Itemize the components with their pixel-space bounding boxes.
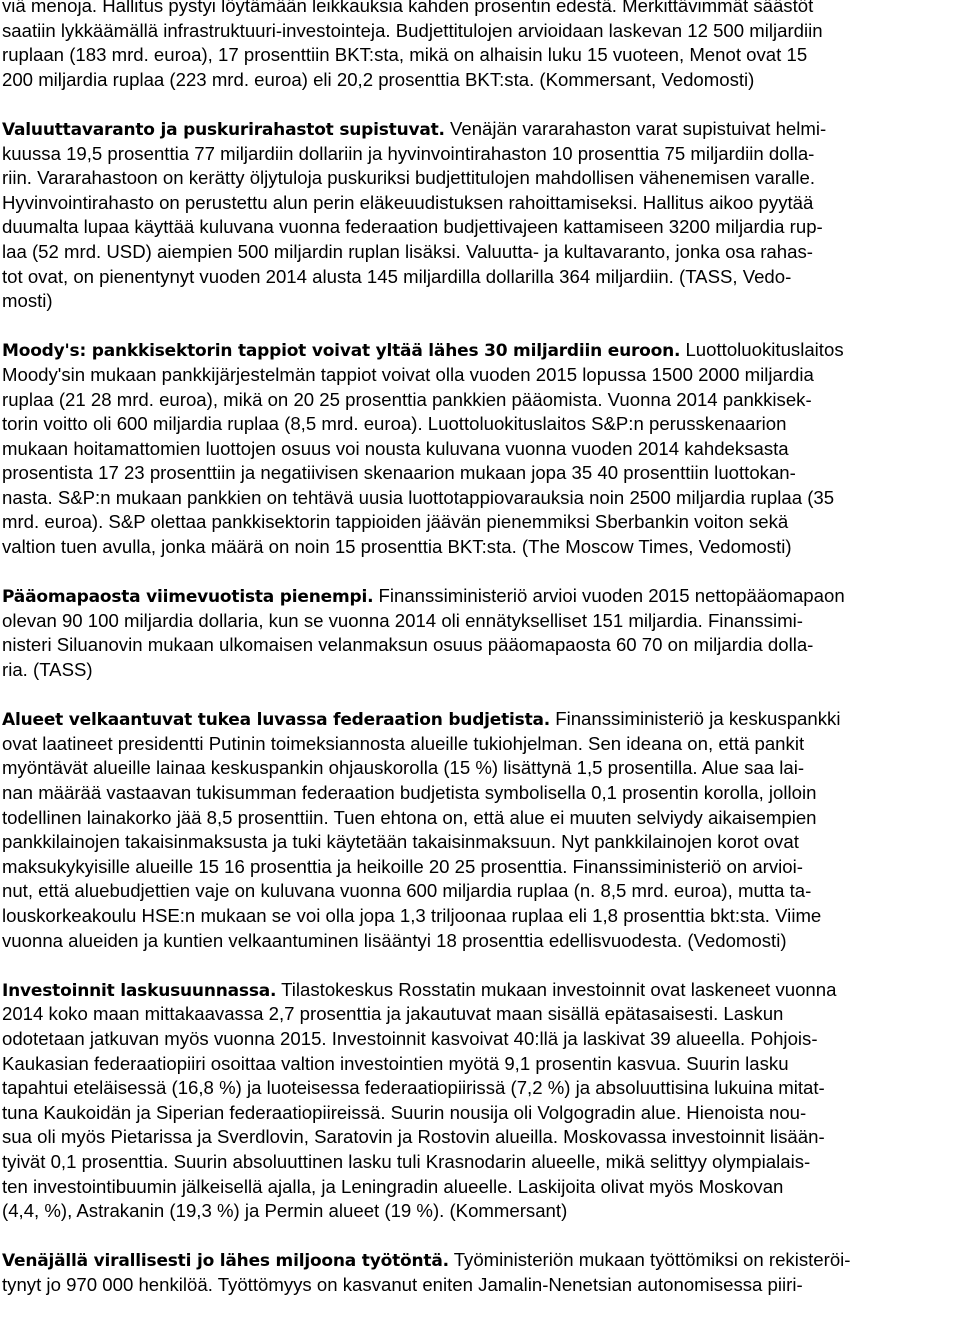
text-line bbox=[2, 609, 952, 634]
paragraph bbox=[2, 338, 952, 559]
paragraph-spacer bbox=[2, 314, 952, 339]
text-line bbox=[2, 486, 952, 511]
body-text: 200 miljardia ruplaa (223 mrd. euroa) eli 20,2 prosenttia BKT:sta. (Kommersant, Vedomosti) bbox=[2, 68, 755, 90]
body-text: saatiin lykkäämällä infrastruktuuri-investointeja. Budjettitulojen arvioidaan laskevan 12 500 miljardiin bbox=[2, 19, 823, 41]
text-line bbox=[2, 117, 952, 142]
body-text: tapahtui eteläisessä (16,8 %) ja luoteisessa federaatiopiirissä (7,2 %) ja absoluuttisina lukuina mitat- bbox=[2, 1077, 825, 1099]
body-text: prosentista 17 23 prosenttiin ja negatiivisen skenaarion mukaan jopa 35 40 prosenttiin luottokan- bbox=[2, 462, 796, 484]
paragraph-spacer bbox=[2, 560, 952, 585]
text-line bbox=[2, 929, 952, 954]
paragraph-spacer bbox=[2, 1224, 952, 1249]
text-line bbox=[2, 142, 952, 167]
text-line bbox=[2, 1076, 952, 1101]
paragraph bbox=[2, 707, 952, 953]
body-text: Finanssiministeriö ja keskuspankki bbox=[550, 708, 841, 730]
paragraph-spacer bbox=[2, 683, 952, 708]
body-text: (4,4, %), Astrakanin (19,3 %) ja Permin alueet (19 %). (Kommersant) bbox=[2, 1200, 568, 1222]
text-line bbox=[2, 1199, 952, 1224]
body-text: tynyt jo 970 000 henkilöä. Työttömyys on kasvanut eniten Jamalin-Nenetsian autonomisessa piiri- bbox=[2, 1273, 803, 1295]
body-text: todellinen lainakorko jää 8,5 prosenttiin. Tuen ehtona on, että alue ei muuten selviydy aikaisempien bbox=[2, 806, 817, 828]
body-text: pankkilainojen takaisinmaksusta ja tuki käytetään takaisinmaksuun. Nyt pankkilainojen korot ovat bbox=[2, 831, 799, 853]
body-text: louskorkeakoulu HSE:n mukaan se voi olla jopa 1,3 triljoonaa ruplaa eli 1,8 prosenttia bkt:sta. Viime bbox=[2, 904, 822, 926]
paragraph bbox=[2, 584, 952, 682]
text-line bbox=[2, 1248, 952, 1273]
text-line bbox=[2, 510, 952, 535]
text-line bbox=[2, 215, 952, 240]
body-text: Työministeriön mukaan työttömiksi on rekisteröi- bbox=[448, 1249, 851, 1271]
section-heading: Investoinnit laskusuunnassa. bbox=[2, 980, 277, 1001]
document-page bbox=[2, 0, 952, 1297]
body-text: sua oli myös Pietarissa ja Sverdlovin, Saratovin ja Rostovin alueilla. Moskovassa investoinnit lisään- bbox=[2, 1126, 825, 1148]
text-line bbox=[2, 633, 952, 658]
body-text: Hyvinvointirahasto on perustettu alun perin eläkeuudistuksen rahoittamiseksi. Hallitus aikoo pyytää bbox=[2, 191, 814, 213]
body-text: ovat laatineet presidentti Putinin toimeksiannosta alueille tukiohjelman. Sen ideana on, että pankit bbox=[2, 732, 805, 754]
body-text: nut, että aluebudjettien vaje on kuluvana vuonna 600 miljardia ruplaa (n. 8,5 mrd. euroa), mutta ta- bbox=[2, 880, 812, 902]
text-line bbox=[2, 1273, 952, 1298]
text-line bbox=[2, 412, 952, 437]
text-line bbox=[2, 584, 952, 609]
body-text: tuna Kaukoidän ja Siperian federaatiopiireissä. Suurin nousija oli Volgogradin alue. Hienoista nou- bbox=[2, 1101, 807, 1123]
paragraph bbox=[2, 1248, 952, 1297]
text-line bbox=[2, 1027, 952, 1052]
text-line bbox=[2, 461, 952, 486]
text-line bbox=[2, 240, 952, 265]
text-line bbox=[2, 904, 952, 929]
text-line bbox=[2, 756, 952, 781]
body-text: valtion tuen avulla, jonka määrä on noin 15 prosenttia BKT:sta. (The Moscow Times, Vedomosti) bbox=[2, 536, 792, 558]
body-text: mrd. euroa). S&P olettaa pankkisektorin tappioiden jäävän pienemmiksi Sberbankin voiton sekä bbox=[2, 511, 789, 533]
text-line bbox=[2, 0, 952, 19]
text-line bbox=[2, 363, 952, 388]
text-line bbox=[2, 535, 952, 560]
section-heading: Venäjällä virallisesti jo lähes miljoona työtöntä. bbox=[2, 1251, 449, 1272]
text-line bbox=[2, 338, 952, 363]
body-text: laa (52 mrd. USD) aiempien 500 miljardin ruplan lisäksi. Valuutta- ja kultavaranto, jonka osa rahas- bbox=[2, 240, 813, 262]
text-line bbox=[2, 265, 952, 290]
body-text: mosti) bbox=[2, 290, 53, 312]
text-line bbox=[2, 437, 952, 462]
text-line bbox=[2, 1101, 952, 1126]
body-text: Venäjän vararahaston varat supistuivat helmi- bbox=[444, 117, 827, 139]
body-text: tot ovat, on pienentynyt vuoden 2014 alusta 145 miljardilla dollarilla 364 miljardiin. (TASS, Vedo- bbox=[2, 265, 792, 287]
text-line bbox=[2, 806, 952, 831]
text-line bbox=[2, 879, 952, 904]
body-text: vuonna alueiden ja kuntien velkaantuminen lisääntyi 18 prosenttia edellisvuodesta. (Vedomosti) bbox=[2, 929, 787, 951]
body-text: nisteri Siluanovin mukaan ulkomaisen velanmaksun osuus pääomapaosta 60 70 on miljardia dolla- bbox=[2, 634, 814, 656]
body-text: torin voitto oli 600 miljardia ruplaa (8,5 mrd. euroa). Luottoluokituslaitos S&P:n perusskenaarion bbox=[2, 413, 787, 435]
body-text: 2014 koko maan mittakaavassa 2,7 prosenttia ja jakautuvat maan sisällä epätasaisesti. Laskun bbox=[2, 1003, 784, 1025]
body-text: maksukykyisille alueille 15 16 prosenttia ja heikoille 20 25 prosenttia. Finanssiministeriö on arvioi- bbox=[2, 855, 803, 877]
paragraph bbox=[2, 0, 952, 92]
text-line bbox=[2, 1052, 952, 1077]
body-text: kuussa 19,5 prosenttia 77 miljardiin dollariin ja hyvinvointirahaston 10 prosenttia 75 miljardiin dolla- bbox=[2, 142, 815, 164]
body-text: nasta. S&P:n mukaan pankkien on tehtävä uusia luottotappiovarauksia noin 2500 miljardia ruplaa (35 bbox=[2, 486, 835, 508]
section-heading: Pääomapaosta viimevuotista pienempi. bbox=[2, 587, 374, 608]
text-line bbox=[2, 855, 952, 880]
body-text: viä menoja. Hallitus pystyi löytämään leikkauksia kahden prosentin edestä. Merkittävimmät säästöt bbox=[2, 0, 814, 16]
text-line bbox=[2, 1150, 952, 1175]
paragraph bbox=[2, 978, 952, 1224]
body-text: Kaukasian federaatiopiiri osoittaa valtion investointien myötä 9,1 prosentin kasvua. Suurin lasku bbox=[2, 1052, 789, 1074]
text-line bbox=[2, 1175, 952, 1200]
section-heading: Valuuttavaranto ja puskurirahastot supistuvat. bbox=[2, 119, 445, 140]
body-text: odotetaan jatkuvan myös vuonna 2015. Investoinnit kasvoivat 40:llä ja laskivat 39 alueella. Pohjois- bbox=[2, 1027, 818, 1049]
text-line bbox=[2, 68, 952, 93]
text-line bbox=[2, 1125, 952, 1150]
body-text: ria. (TASS) bbox=[2, 659, 93, 681]
text-line bbox=[2, 43, 952, 68]
paragraph-spacer bbox=[2, 92, 952, 117]
text-line bbox=[2, 658, 952, 683]
body-text: riin. Vararahastoon on kerätty öljytuloja puskuriksi budjettitulojen mahdollisen vähenemisen varalle. bbox=[2, 167, 816, 189]
body-text: Tilastokeskus Rosstatin mukaan investoinnit ovat laskeneet vuonna bbox=[276, 978, 837, 1000]
paragraph-spacer bbox=[2, 953, 952, 978]
text-line bbox=[2, 166, 952, 191]
body-text: Moody'sin mukaan pankkijärjestelmän tappiot voivat olla vuoden 2015 lopussa 1500 2000 miljardia bbox=[2, 363, 814, 385]
body-text: olevan 90 100 miljardia dollaria, kun se vuonna 2014 oli ennätykselliset 151 miljardia. Finanssimi- bbox=[2, 609, 804, 631]
section-heading: Moody's: pankkisektorin tappiot voivat yltää lähes 30 miljardiin euroon. bbox=[2, 341, 681, 362]
body-text: ruplaa (21 28 mrd. euroa), mikä on 20 25 prosenttia pankkien pääomista. Vuonna 2014 pankkisek- bbox=[2, 388, 812, 410]
text-line bbox=[2, 19, 952, 44]
text-line bbox=[2, 978, 952, 1003]
section-heading: Alueet velkaantuvat tukea luvassa federaation budjetista. bbox=[2, 710, 551, 731]
body-text: Finanssiministeriö arvioi vuoden 2015 nettopääomapaon bbox=[373, 585, 845, 607]
text-line bbox=[2, 707, 952, 732]
text-line bbox=[2, 732, 952, 757]
body-text: ten investointibuumin jälkeisellä ajalla, ja Leningradin alueelle. Laskijoita olivat myös Moskovan bbox=[2, 1175, 784, 1197]
text-line bbox=[2, 191, 952, 216]
body-text: tyivät 0,1 prosenttia. Suurin absoluuttinen lasku tuli Krasnodarin alueelle, mikä selittyy olympialais- bbox=[2, 1150, 811, 1172]
body-text: ruplaan (183 mrd. euroa), 17 prosenttiin BKT:sta, mikä on alhaisin luku 15 vuoteen, Menot ovat 15 bbox=[2, 44, 808, 66]
body-text: nan määrää vastaavan tukisumman federaation budjetista symbolisella 0,1 prosentin korolla, jolloin bbox=[2, 782, 817, 803]
paragraph bbox=[2, 117, 952, 314]
body-text: duumalta lupaa käyttää kuluvana vuonna federaation budjettivajeen kattamiseen 3200 miljardia rup- bbox=[2, 216, 823, 238]
body-text: myöntävät alueille lainaa keskuspankin ohjauskorolla (15 %) lisättynä 1,5 prosentilla. Alue saa lai- bbox=[2, 757, 805, 779]
text-line bbox=[2, 388, 952, 413]
body-text: mukaan hoitamattomien luottojen osuus voi nousta kuluvana vuonna vuoden 2014 kahdeksasta bbox=[2, 437, 789, 459]
text-line bbox=[2, 781, 952, 806]
body-text: Luottoluokituslaitos bbox=[680, 339, 844, 361]
text-line bbox=[2, 830, 952, 855]
text-line bbox=[2, 289, 952, 314]
text-line bbox=[2, 1002, 952, 1027]
